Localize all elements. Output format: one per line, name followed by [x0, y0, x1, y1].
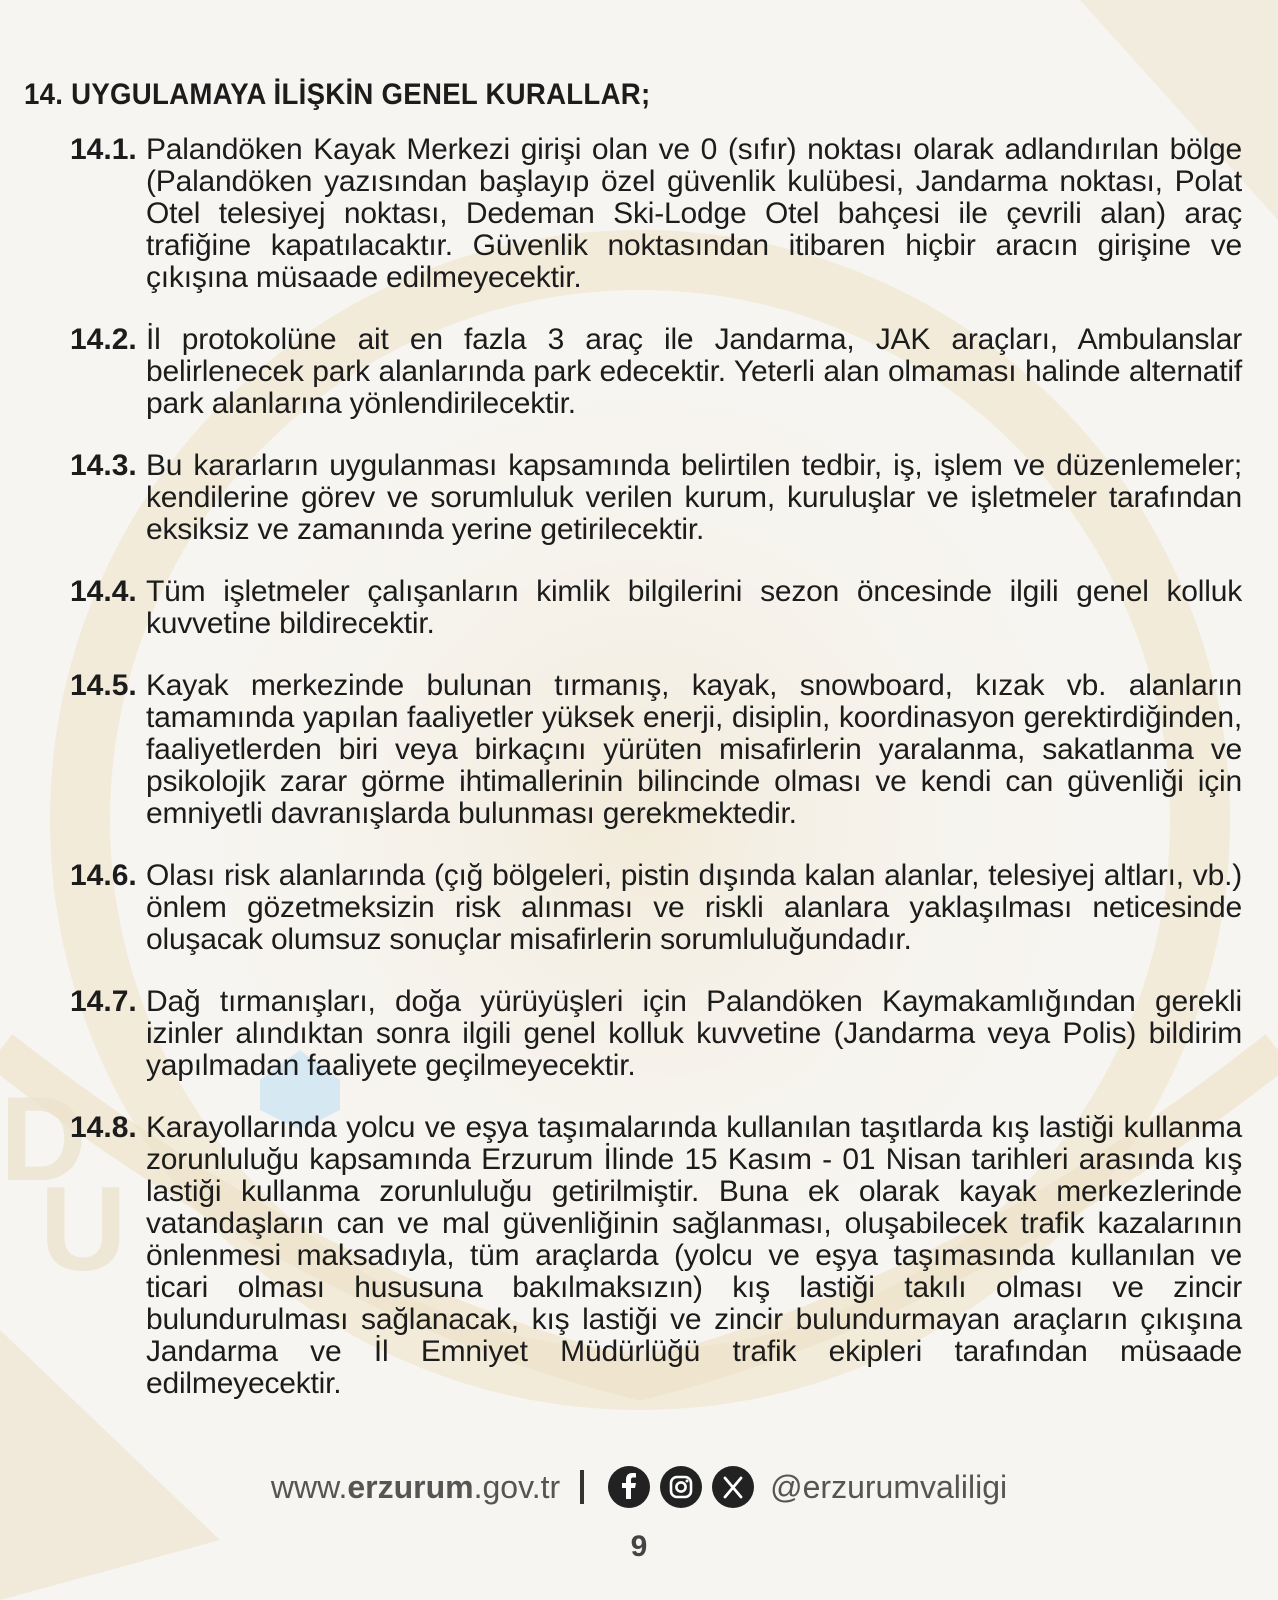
rule-text: İl protokolüne ait en fazla 3 araç ile Jandarma, JAK araçları, Ambulanslar belirlenecek park alanlarında park edecektir. Yeterli alan olmaması halinde alternatif park alanlarına yönlendirilecektir. — [146, 323, 1242, 420]
rule-text: Karayollarında yolcu ve eşya taşımalarında kullanılan taşıtlarda kış lastiği kullanma zorunluluğu kapsamında Erzurum İlinde 15 Kasım - 01 Nisan tarihleri arasında kış lastiği kullanma zorunluluğu getirilmiştir. Buna ek olarak kayak merkezlerinde vatandaşların can ve mal güvenliğinin sağlanması, oluşabilecek trafik kazalarının önlenmesi maksadıyla, tüm araçlarda (yolcu ve eşya taşımasında kullanılan ve ticari olması hususuna bakılmaksızın) kış lastiği takılı olması ve zincir bulundurulması sağlanacak, kış lastiği ve zincir bulundurmayan araçların çıkışına Jandarma ve İl Emniyet Müdürlüğü trafik ekipleri tarafından müsaade edilmeyecektir. — [146, 1111, 1242, 1400]
rule-text: Palandöken Kayak Merkezi girişi olan ve 0 (sıfır) noktası olarak adlandırılan bölge (Palandöken yazısından başlayıp özel güvenlik kulübesi, Jandarma noktası, Polat Otel telesiyej noktası, Dedeman Ski-Lodge Otel bahçesi ile çevrili alan) araç trafiğine kapatılacaktır. Güvenlik noktasından itibaren hiçbir aracın girişine ve çıkışına müsaade edilmeyecektir. — [146, 133, 1242, 294]
x-icon[interactable] — [712, 1466, 754, 1508]
rule-number: 14.2. — [70, 323, 137, 356]
rule-item-14-7 — [70, 986, 1242, 1082]
footer — [0, 1466, 1278, 1508]
rule-item-14-8 — [70, 1112, 1242, 1400]
rule-item-14-1 — [70, 134, 1242, 294]
rule-item-14-6 — [70, 860, 1242, 956]
rule-number: 14.4. — [70, 575, 137, 608]
rule-number: 14.6. — [70, 859, 137, 892]
url-prefix: www. — [270, 1468, 348, 1505]
rule-text: Olası risk alanlarında (çığ bölgeleri, pistin dışında kalan alanlar, telesiyej altları, vb.) önlem gözetmeksizin risk alınması ve riskli alanlara yaklaşılması neticesinde oluşacak olumsuz sonuçlar misafirlerin sorumluluğundadır. — [146, 859, 1242, 956]
rule-item-14-4 — [70, 576, 1242, 640]
rule-number: 14.1. — [70, 133, 137, 166]
rule-number: 14.5. — [70, 669, 137, 702]
rules-list — [70, 134, 1242, 1430]
rule-text: Bu kararların uygulanması kapsamında belirtilen tedbir, iş, işlem ve düzenlemeler; kendilerine görev ve sorumluluk verilen kurum, kuruluşlar ve işletmeler tarafından eksiksiz ve zamanında yerine getirilecektir. — [146, 449, 1242, 546]
rule-number: 14.3. — [70, 449, 137, 482]
rule-text: Dağ tırmanışları, doğa yürüyüşleri için Palandöken Kaymakamlığından gerekli izinler alındıktan sonra ilgili genel kolluk kuvvetine (Jandarma veya Polis) bildirim yapılmadan faaliyete geçilmeyecektir. — [146, 985, 1242, 1082]
url-domain: erzurum — [347, 1468, 474, 1505]
social-handle[interactable]: @erzurumvaliligi — [770, 1468, 1008, 1505]
rule-text: Tüm işletmeler çalışanların kimlik bilgilerini sezon öncesinde ilgili genel kolluk kuvvetine bildirecektir. — [146, 575, 1242, 640]
rule-item-14-3 — [70, 450, 1242, 546]
rule-number: 14.8. — [70, 1111, 137, 1144]
rule-item-14-2 — [70, 324, 1242, 420]
rule-number: 14.7. — [70, 985, 137, 1018]
instagram-icon[interactable] — [660, 1466, 702, 1508]
rule-text: Kayak merkezinde bulunan tırmanış, kayak, snowboard, kızak vb. alanların tamamında yapılan faaliyetler yüksek enerji, disiplin, koordinasyon gerektirdiğinden, faaliyetlerden biri veya birkaçını yürüten misafirlerin yaralanma, sakatlanma ve psikolojik zarar görme ihtimallerinin bilincinde olması ve kendi can güvenliği için emniyetli davranışlarda bulunması gerekmektedir. — [146, 669, 1242, 830]
svg-text:D: D — [0, 1072, 87, 1206]
page-number: 9 — [630, 1530, 648, 1563]
footer-separator — [580, 1470, 584, 1504]
website-link[interactable] — [271, 1469, 560, 1506]
rule-item-14-5 — [70, 670, 1242, 830]
section-title: 14. UYGULAMAYA İLİŞKİN GENEL KURALLAR; — [24, 78, 651, 111]
url-suffix: .gov.tr — [473, 1468, 561, 1505]
facebook-icon[interactable] — [608, 1466, 650, 1508]
svg-text:U: U — [40, 1162, 127, 1296]
